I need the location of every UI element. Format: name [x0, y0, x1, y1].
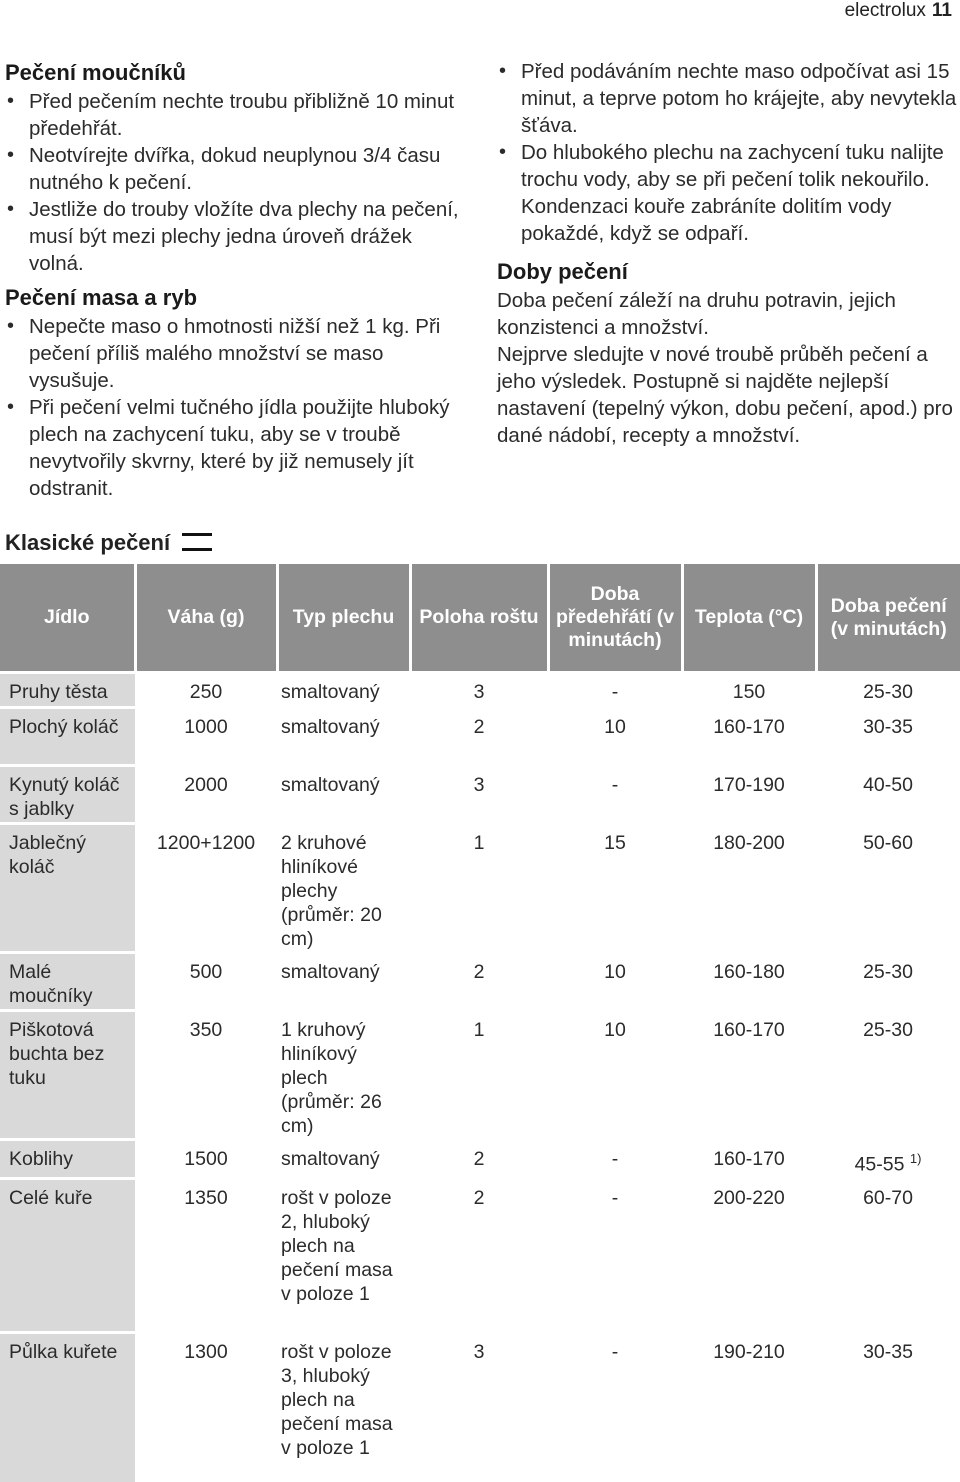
level-cell: 1 [410, 824, 548, 953]
list-item: • Nepečte maso o hmotnosti nižší než 1 kg. Při pečení příliš malého množství se maso vysušuje. [7, 315, 441, 392]
weight-cell: 1200+1200 [135, 824, 277, 953]
food-cell: Piškotová buchta bez tuku [0, 1011, 135, 1140]
preheat-cell: 10 [548, 708, 682, 766]
weight-cell: 1350 [135, 1178, 277, 1332]
right-column [497, 58, 957, 449]
time-cell: 60-70 [816, 1178, 960, 1332]
weight-cell: 1000 [135, 708, 277, 766]
table-row [0, 766, 960, 824]
list-item: • Jestliže do trouby vložíte dva plechy na pečení, musí být mezi plechy jedna úroveň drážek volná. [7, 198, 459, 275]
level-cell: 2 [410, 708, 548, 766]
time-cell: 25-30 [816, 1011, 960, 1140]
tray-cell: smaltovaný [277, 766, 410, 824]
list-item: • Neotvírejte dvířka, dokud neuplynou 3/4 času nutného k pečení. [7, 144, 441, 194]
list-item: • Před podáváním nechte maso odpočívat asi 15 minut, a teprve potom ho krájejte, aby nevytekla šťáva. [499, 60, 957, 137]
table-row [0, 1140, 960, 1179]
tray-cell: smaltovaný [277, 1140, 410, 1179]
preheat-cell: 10 [548, 1011, 682, 1140]
meat-tips-list [5, 313, 467, 502]
weight-cell: 2000 [135, 766, 277, 824]
level-cell: 2 [410, 953, 548, 1011]
column-header: Typ plechu [277, 564, 410, 673]
food-cell: Kynutý koláč s jablky [0, 766, 135, 824]
list-item: • Do hlubokého plechu na zachycení tuku nalijte trochu vody, aby se při pečení tolik nekouřilo. Kondenzaci kouře zabráníte dolitím vody pokaždé, když se odpaří. [499, 141, 944, 245]
time-cell: 50-60 [816, 824, 960, 953]
preheat-cell: 15 [548, 824, 682, 953]
temperature-cell: 200-220 [682, 1178, 816, 1332]
time-cell: 30-35 [816, 1332, 960, 1482]
preheat-cell: - [548, 673, 682, 708]
food-cell: Plochý koláč [0, 708, 135, 766]
time-cell: 25-30 [816, 673, 960, 708]
weight-cell: 250 [135, 673, 277, 708]
paragraph: Nejprve sledujte v nové troubě průběh pečení a jeho výsledek. Postupně si najděte nejlepší nastavení (tepelný výkon, dobu pečení, apod.) pro dané nádobí, recepty a množství. [497, 343, 953, 447]
tray-cell: smaltovaný [277, 708, 410, 766]
temperature-cell: 160-170 [682, 1140, 816, 1179]
column-header: Doba předehřátí (v minutách) [548, 564, 682, 673]
level-cell: 3 [410, 766, 548, 824]
bullet-icon: • [7, 396, 15, 418]
time-cell: 45-55 $^{1)}$ [816, 1140, 960, 1179]
table-row [0, 824, 960, 953]
left-column [5, 58, 467, 502]
bullet-icon: • [499, 141, 507, 163]
bullet-icon: • [7, 198, 15, 220]
column-header: Poloha roštu [410, 564, 548, 673]
weight-cell: 500 [135, 953, 277, 1011]
table-row [0, 1011, 960, 1140]
bullet-icon: • [499, 60, 507, 82]
weight-cell: 350 [135, 1011, 277, 1140]
temperature-cell: 160-170 [682, 1011, 816, 1140]
table-row [0, 1178, 960, 1332]
tray-cell: smaltovaný [277, 953, 410, 1011]
page-header [845, 0, 952, 22]
conventional-heating-icon [182, 533, 212, 551]
temperature-cell: 170-190 [682, 766, 816, 824]
bullet-icon: • [7, 90, 15, 112]
time-cell: 30-35 [816, 708, 960, 766]
list-item: • Při pečení velmi tučného jídla použijte hluboký plech na zachycení tuku, aby se v troubě nevytvořily skvrny, které by již nemusely jít odstranit. [7, 396, 450, 500]
tray-cell: 2 kruhové hliníkové plechy (průměr: 20 cm) [277, 824, 410, 953]
temperature-cell: 150 [682, 673, 816, 708]
section-title-baking-times: Doby pečení [497, 259, 628, 284]
section-title-meat-fish: Pečení masa a ryb [5, 285, 198, 310]
column-header: Teplota (°C) [682, 564, 816, 673]
preheat-cell: - [548, 1140, 682, 1179]
bullet-icon: • [7, 144, 15, 166]
food-cell: Celé kuře [0, 1178, 135, 1332]
meat-tips-list-continued [497, 58, 957, 247]
table-section-title: Klasické pečení [5, 528, 212, 558]
weight-cell: 1300 [135, 1332, 277, 1482]
food-cell: Půlka kuřete [0, 1332, 135, 1482]
table-header-row [0, 564, 960, 673]
preheat-cell: 10 [548, 953, 682, 1011]
time-cell: 25-30 [816, 953, 960, 1011]
tray-cell: 1 kruhový hliníkový plech (průměr: 26 cm) [277, 1011, 410, 1140]
table-row [0, 708, 960, 766]
table-row [0, 1332, 960, 1482]
pastry-tips-list [5, 88, 467, 277]
level-cell: 2 [410, 1140, 548, 1179]
table-row [0, 953, 960, 1011]
time-cell: 40-50 [816, 766, 960, 824]
footnote-marker: 1) [909, 1151, 922, 1166]
list-item: • Před pečením nechte troubu přibližně 10 minut předehřát. [7, 90, 455, 140]
level-cell: 2 [410, 1178, 548, 1332]
level-cell: 3 [410, 673, 548, 708]
temperature-cell: 160-170 [682, 708, 816, 766]
food-cell: Malé moučníky [0, 953, 135, 1011]
bullet-icon: • [7, 315, 15, 337]
temperature-cell: 180-200 [682, 824, 816, 953]
page-number: 11 [931, 0, 952, 21]
section-title-pastry: Pečení moučníků [5, 60, 186, 85]
column-header: Doba pečení (v minutách) [816, 564, 960, 673]
preheat-cell: - [548, 1178, 682, 1332]
tray-cell: rošt v poloze 3, hluboký plech na pečení masa v poloze 1 [277, 1332, 410, 1482]
preheat-cell: - [548, 1332, 682, 1482]
tray-cell: rošt v poloze 2, hluboký plech na pečení masa v poloze 1 [277, 1178, 410, 1332]
weight-cell: 1500 [135, 1140, 277, 1179]
column-header: Váha (g) [135, 564, 277, 673]
preheat-cell: - [548, 766, 682, 824]
temperature-cell: 160-180 [682, 953, 816, 1011]
level-cell: 1 [410, 1011, 548, 1140]
temperature-cell: 190-210 [682, 1332, 816, 1482]
baking-table [0, 564, 960, 1482]
table-row [0, 673, 960, 708]
tray-cell: smaltovaný [277, 673, 410, 708]
food-cell: Jablečný koláč [0, 824, 135, 953]
food-cell: Koblihy [0, 1140, 135, 1179]
paragraph: Doba pečení záleží na druhu potravin, jejich konzistenci a množství. [497, 289, 896, 339]
food-cell: Pruhy těsta [0, 673, 135, 708]
brand-name: electrolux [844, 0, 926, 21]
level-cell: 3 [410, 1332, 548, 1482]
column-header: Jídlo [0, 564, 135, 673]
